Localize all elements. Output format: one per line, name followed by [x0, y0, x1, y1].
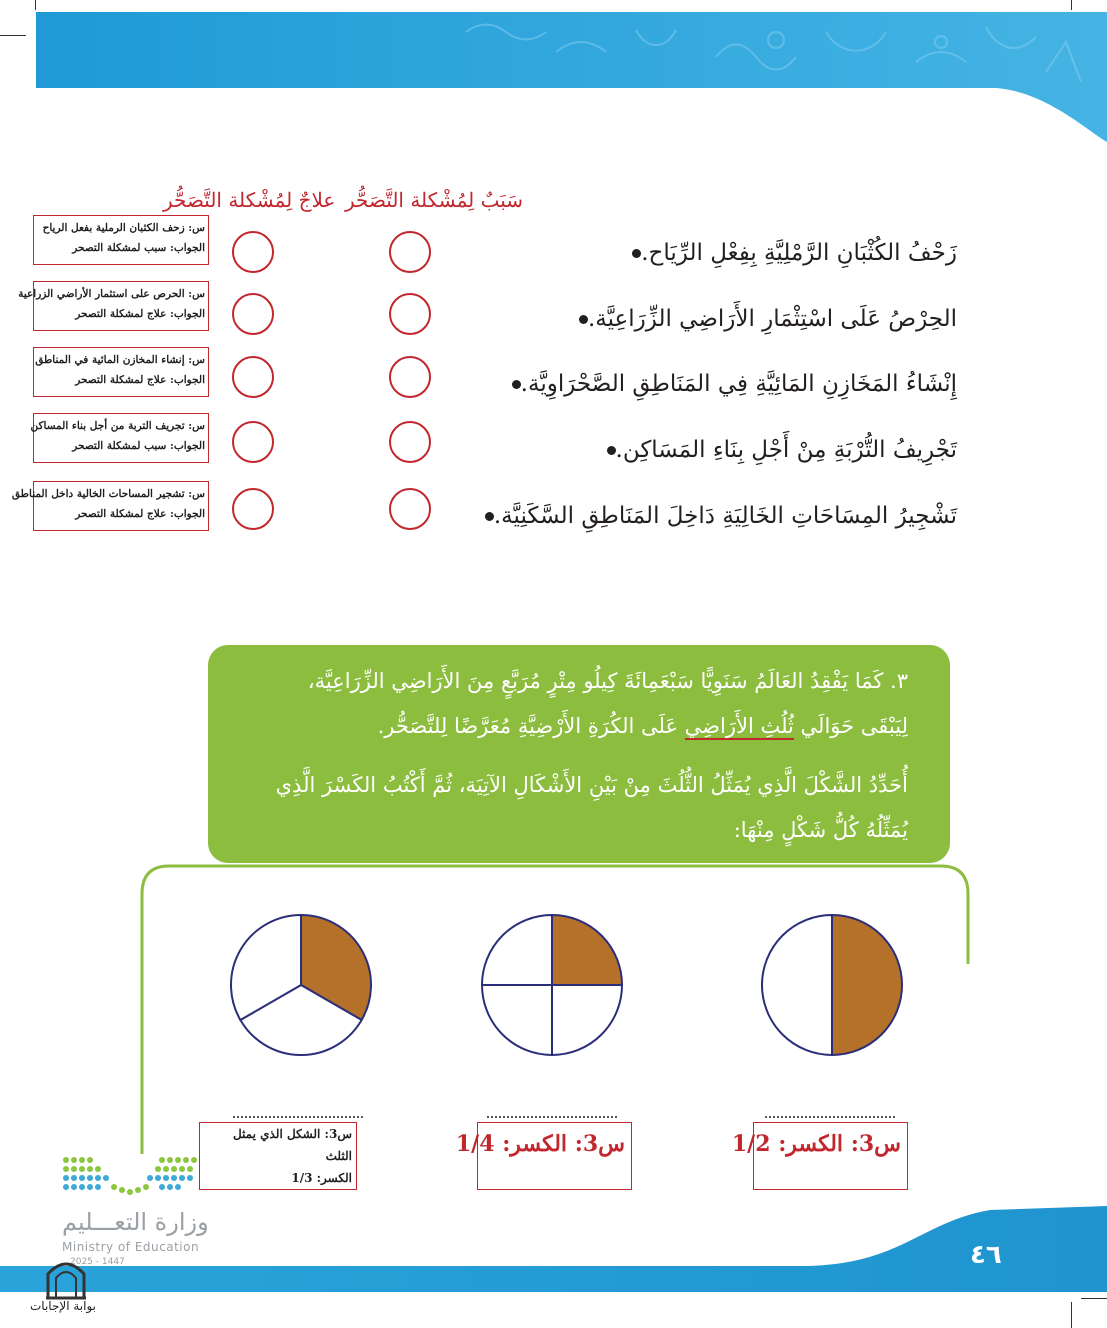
crop-mark — [1081, 1298, 1107, 1299]
answer-question: س: زحف الكثبان الرملية بفعل الرياح — [42, 222, 205, 234]
answer-box — [731, 1122, 908, 1190]
bullet-icon — [512, 380, 521, 389]
answer-question: س: تجريف التربة من أجل بناء المساكن — [30, 420, 205, 432]
answer-box — [11, 481, 209, 531]
shaded-slice — [832, 915, 902, 1055]
pie-slice — [762, 915, 832, 1055]
answer-text: الجواب: علاج لمشكلة التصحر — [75, 374, 205, 386]
item-text: إِنْشَاءُ المَخَازِنِ المَائِيَّةِ فِي المَنَاطِقِ الصَّحْرَاوِيَّة. — [520, 371, 957, 397]
answer-text: الكسر: 1/3 — [291, 1171, 352, 1185]
exercise-line — [232, 704, 908, 749]
cause-circle[interactable] — [389, 421, 431, 463]
pie-slice — [552, 985, 622, 1055]
item-text: تَشْجِيرُ المِسَاحَاتِ الخَالِيَةِ دَاخِلَ المَنَاطِقِ السَّكَنِيَّة. — [493, 503, 957, 529]
answer-text: الجواب: سبب لمشكلة التصحر — [72, 242, 205, 254]
answer-text: س3: الكسر: 1/4 — [455, 1131, 625, 1157]
exercise-line: يُمَثِّلُهُ كُلُّ شَكْلٍ مِنْهَا: — [733, 818, 908, 842]
crop-mark — [1071, 1302, 1072, 1328]
cure-circle[interactable] — [232, 421, 274, 463]
cure-circle[interactable] — [232, 231, 274, 273]
pie-one-half — [759, 912, 905, 1058]
answer-question: الثلث — [325, 1149, 352, 1163]
bullet-icon — [485, 512, 494, 521]
crop-mark — [1071, 0, 1072, 10]
answer-box — [18, 281, 209, 331]
list-item — [471, 503, 957, 529]
ministry-logo-icon — [62, 1154, 202, 1198]
bullet-icon — [579, 315, 588, 324]
column-header-cure: علاجٌ لِمُشْكلة التَّصَحُّر — [163, 188, 336, 212]
answer-text: س3: الكسر: 1/2 — [731, 1131, 901, 1157]
crop-mark — [0, 35, 26, 36]
list-item — [593, 437, 957, 463]
cure-circle[interactable] — [232, 356, 274, 398]
answer-question: س: إنشاء المخازن المائية في المناطق — [35, 354, 205, 366]
cure-circle[interactable] — [232, 488, 274, 530]
item-text: الحِرْصُ عَلَى اسْتِثْمَارِ الأَرَاضِي الزِّرَاعِيَّة. — [587, 306, 957, 332]
answer-box — [33, 215, 209, 265]
column-header-cause: سَبَبٌ لِمُشْكلة التَّصَحُّر — [345, 188, 524, 212]
crop-mark — [35, 0, 36, 10]
cause-circle[interactable] — [389, 356, 431, 398]
answer-line — [765, 1116, 895, 1118]
underlined-phrase: ثُلُثِ الأَرَاضِي — [684, 714, 794, 738]
answer-text: الجواب: علاج لمشكلة التصحر — [75, 508, 205, 520]
exercise-line: ٣. كَمَا يَفْقِدُ العَالَمُ سَنَوِيًّا سَبْعَمِائَةَ كِيلُو مِتْرٍ مُرَبَّعٍ مِنَ الأَرَاضِي الزِّرَاعِيَّة، — [307, 669, 908, 693]
answer-question: س: الحرص على استثمار الأراضي الزراعية — [18, 288, 205, 300]
ministry-name-en: Ministry of Education — [62, 1240, 200, 1254]
ministry-name-ar: وزارة التعـــليم — [62, 1208, 209, 1236]
exercise-text: عَلَى الكُرَةِ الأَرْضِيَّةِ مُعَرَّضًا لِلتَّصَحُّر. — [377, 714, 685, 738]
exercise-line: أُحَدِّدُ الشَّكْلَ الَّذِي يُمَثِّلُ الثُّلُثَ مِنْ بَيْنِ الأَشْكَالِ الآتِيَة، ثُمَّ أَكْتُبُ الكَسْرَ الَّذِي — [275, 773, 908, 797]
answer-box — [455, 1122, 632, 1190]
answer-box — [199, 1122, 357, 1190]
answer-question: س3: الشكل الذي يمثل — [232, 1127, 352, 1141]
edition-year: 2025 - 1447 — [70, 1257, 125, 1267]
answer-box — [30, 413, 209, 463]
item-text: تَجْرِيفُ التُّرْبَةِ مِنْ أَجْلِ بِنَاءِ المَسَاكِن. — [615, 437, 957, 463]
site-name: بوابة الإجابات — [30, 1299, 97, 1313]
exercise-box — [208, 645, 950, 863]
list-item — [498, 371, 957, 397]
cause-circle[interactable] — [389, 488, 431, 530]
bullet-icon — [607, 446, 616, 455]
exercise-text: لِيَبْقَى حَوَالَي — [793, 714, 908, 738]
list-item — [618, 240, 957, 266]
cause-circle[interactable] — [389, 293, 431, 335]
cure-circle[interactable] — [232, 293, 274, 335]
answer-text: الجواب: علاج لمشكلة التصحر — [75, 308, 205, 320]
header-band — [36, 12, 1107, 142]
cause-circle[interactable] — [389, 231, 431, 273]
page-number: ٤٦ — [970, 1240, 1002, 1270]
pie-one-quarter — [479, 912, 625, 1058]
bullet-icon — [632, 249, 641, 258]
item-text: زَحْفُ الكُثْبَانِ الرَّمْلِيَّةِ بِفِعْلِ الرِّيَاح. — [641, 240, 957, 266]
answer-text: الجواب: سبب لمشكلة التصحر — [72, 440, 205, 452]
pie-slice — [482, 985, 552, 1055]
shaded-slice — [552, 915, 622, 985]
pie-slice — [482, 915, 552, 985]
site-logo-icon — [44, 1254, 88, 1300]
answer-line — [487, 1116, 617, 1118]
answer-line — [233, 1116, 363, 1118]
list-item — [565, 306, 957, 332]
pie-one-third — [228, 912, 374, 1058]
answer-question: س: تشجير المساحات الخالية داخل المناطق — [11, 488, 205, 500]
answer-box — [33, 347, 209, 397]
